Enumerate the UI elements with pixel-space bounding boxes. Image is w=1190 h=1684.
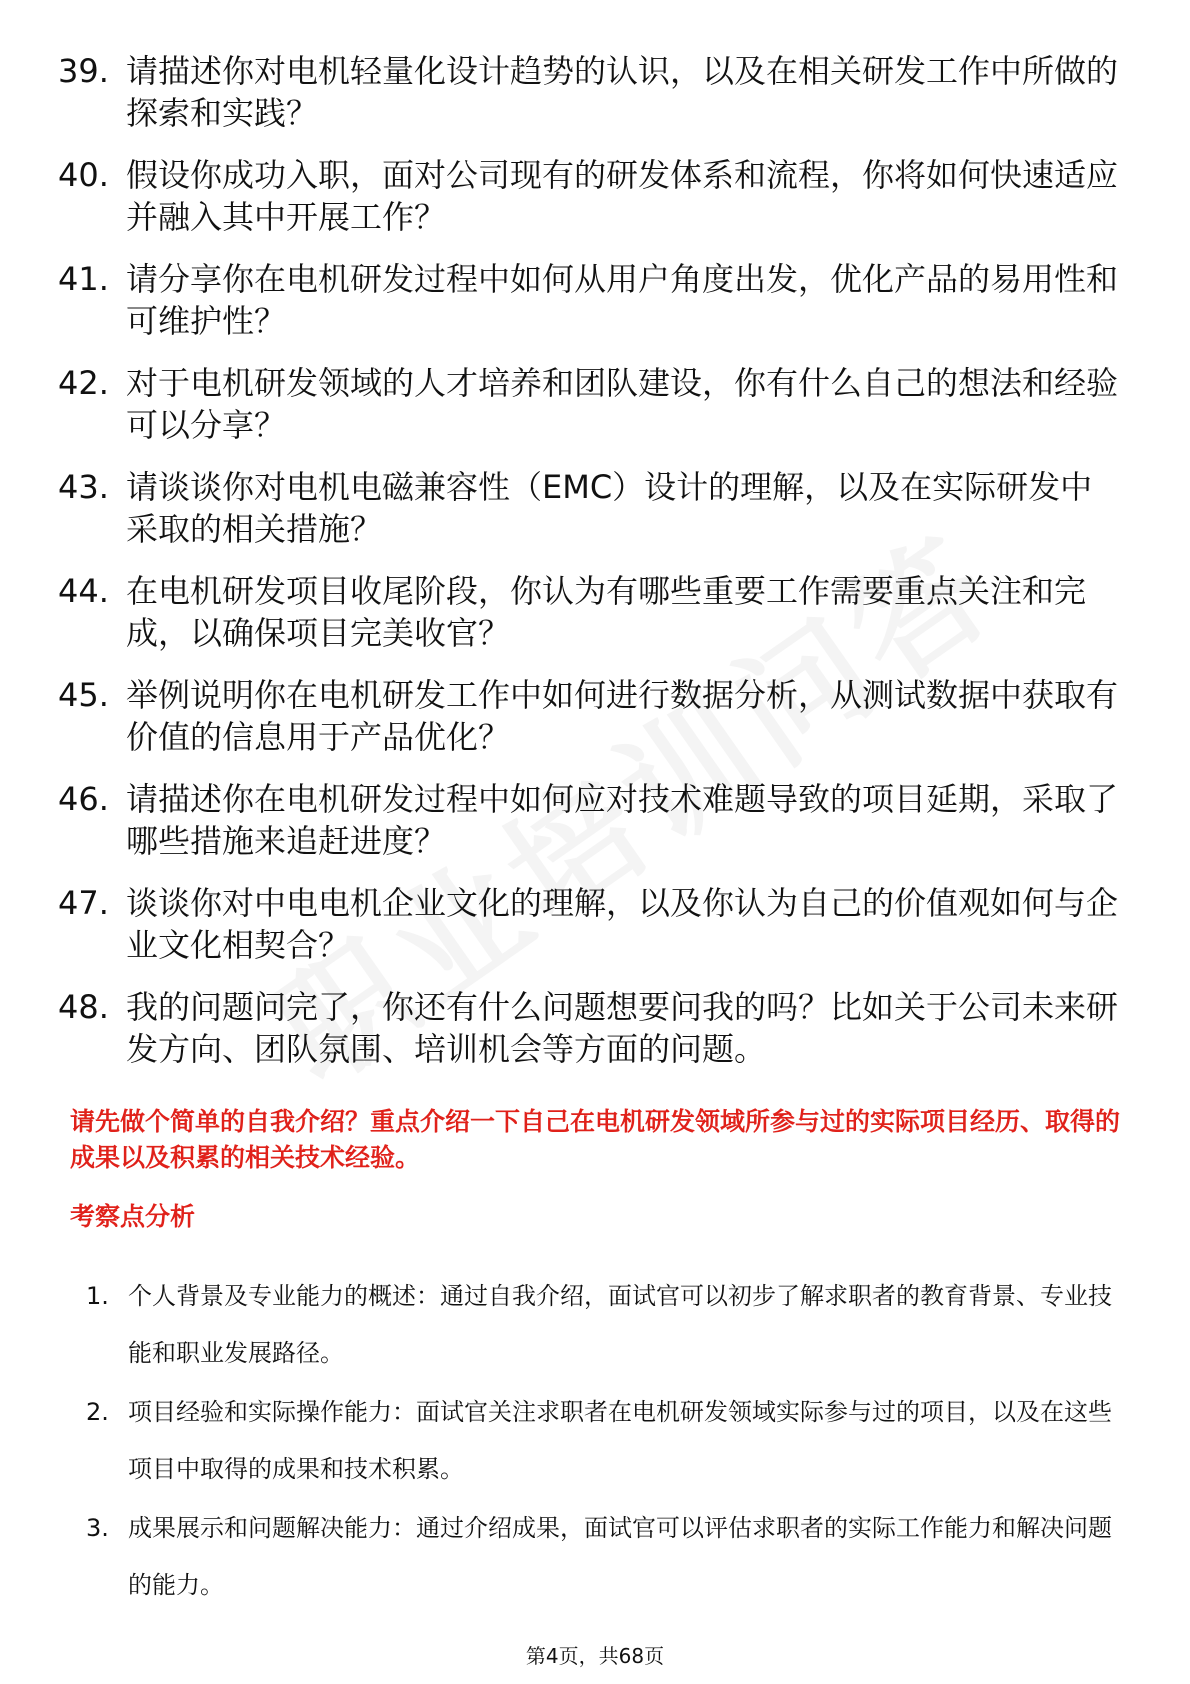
analysis-point <box>86 1268 1126 1382</box>
question-text: 我的问题问完了，你还有什么问题想要问我的吗？比如关于公司未来研发方向、团队氛围、培训机会等方面的问题。 <box>126 988 1119 1068</box>
question-item <box>58 466 1118 550</box>
analysis-text: 成果展示和问题解决能力：通过介绍成果，面试官可以评估求职者的实际工作能力和解决问题的能力。 <box>128 1514 1112 1599</box>
highlight-question: 请先做个简单的自我介绍？重点介绍一下自己在电机研发领域所参与过的实际项目经历、取得的成果以及积累的相关技术经验。 <box>70 1107 1121 1172</box>
question-number: 44. <box>58 572 109 610</box>
question-text: 请分享你在电机研发过程中如何从用户角度出发，优化产品的易用性和可维护性？ <box>126 260 1119 340</box>
question-number: 39. <box>58 52 109 90</box>
analysis-number: 1. <box>86 1282 109 1310</box>
question-text: 请描述你对电机轻量化设计趋势的认识，以及在相关研发工作中所做的探索和实践？ <box>126 52 1119 132</box>
question-item <box>58 986 1118 1070</box>
question-item <box>58 778 1118 862</box>
question-number: 48. <box>58 988 109 1026</box>
question-text: 假设你成功入职，面对公司现有的研发体系和流程，你将如何快速适应并融入其中开展工作？ <box>126 156 1119 236</box>
question-number: 47. <box>58 884 109 922</box>
question-text: 对于电机研发领域的人才培养和团队建设，你有什么自己的想法和经验可以分享？ <box>126 364 1119 444</box>
question-number: 40. <box>58 156 109 194</box>
question-number: 46. <box>58 780 109 818</box>
question-item <box>58 674 1118 758</box>
question-text: 请谈谈你对电机电磁兼容性（EMC）设计的理解，以及在实际研发中采取的相关措施？ <box>126 468 1093 548</box>
question-text: 谈谈你对中电电机企业文化的理解，以及你认为自己的价值观如何与企业文化相契合？ <box>126 884 1119 964</box>
question-number: 45. <box>58 676 109 714</box>
page-footer: 第4页，共68页 <box>525 1644 665 1668</box>
question-item <box>58 154 1118 238</box>
analysis-number: 3. <box>86 1514 109 1542</box>
analysis-point <box>86 1384 1126 1498</box>
analysis-text: 个人背景及专业能力的概述：通过自我介绍，面试官可以初步了解求职者的教育背景、专业技能和职业发展路径。 <box>128 1282 1112 1367</box>
question-text: 举例说明你在电机研发工作中如何进行数据分析，从测试数据中获取有价值的信息用于产品优化？ <box>126 676 1119 756</box>
question-number: 42. <box>58 364 109 402</box>
question-item <box>58 258 1118 342</box>
question-number: 41. <box>58 260 109 298</box>
analysis-title: 考察点分析 <box>70 1202 196 1231</box>
analysis-point <box>86 1500 1126 1614</box>
question-item <box>58 882 1118 966</box>
question-list <box>58 50 1118 1090</box>
analysis-text: 项目经验和实际操作能力：面试官关注求职者在电机研发领域实际参与过的项目，以及在这些项目中取得的成果和技术积累。 <box>128 1398 1112 1483</box>
question-item <box>58 50 1118 134</box>
question-item <box>58 362 1118 446</box>
question-text: 在电机研发项目收尾阶段，你认为有哪些重要工作需要重点关注和完成，以确保项目完美收官？ <box>126 572 1087 652</box>
question-text: 请描述你在电机研发过程中如何应对技术难题导致的项目延期，采取了哪些措施来追赶进度？ <box>126 780 1119 860</box>
analysis-number: 2. <box>86 1398 109 1426</box>
question-number: 43. <box>58 468 109 506</box>
analysis-list <box>86 1268 1126 1616</box>
question-item <box>58 570 1118 654</box>
